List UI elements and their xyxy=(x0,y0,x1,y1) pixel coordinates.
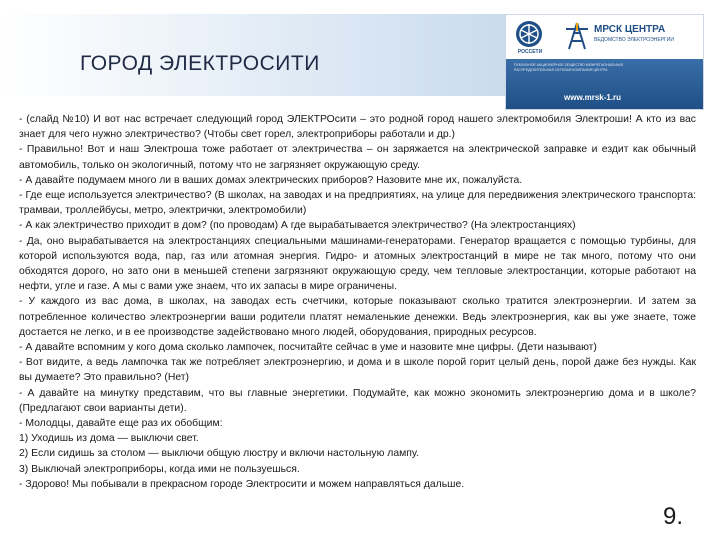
paragraph: - А давайте подумаем много ли в ваших домах электрических приборов? Назовите мне их, пожалуйста. xyxy=(19,174,523,186)
paragraph: - Вот видите, а ведь лампочка так же потребляет электроэнергию, и дома и в школе порой горит целый день, порой даже без нужды. Как вы думаете? Это правильно? (Нет) xyxy=(19,357,696,384)
company-logo-panel xyxy=(505,14,704,110)
logo-info-band xyxy=(506,59,703,109)
logo-top-area xyxy=(506,15,703,59)
paragraph: - Где еще используется электричество? (В школах, на заводах и на предприятиях, на улице для передвижения электрического транспорта: трамваи, троллейбусы, метро, электрички, электромобили) xyxy=(19,190,696,217)
slide-number: 9. xyxy=(663,503,684,530)
power-tower-icon xyxy=(564,21,590,51)
paragraph: - (слайд №10) И вот нас встречает следующий город ЭЛЕКТРОсити – это родной город нашего электромобиля Электроши! А кто из вас знает для чего нужно электричество? (Чтобы свет горел, электроприборы работали и др.) xyxy=(19,114,696,141)
paragraph: - Здорово! Мы побывали в прекрасном городе Электросити и можем направляться дальше. xyxy=(19,478,465,490)
rosseti-label: РОССЕТИ xyxy=(517,49,543,55)
paragraph: - А давайте на минутку представим, что вы главные энергетики. Подумайте, как можно экономить электроэнергию дома и в школе? (Предлагают свои варианты дети). xyxy=(19,387,696,414)
paragraph: - А давайте вспомним у кого дома сколько лампочек, посчитайте сейчас в уме и назовите мне цифры. (Дети называют) xyxy=(19,342,597,354)
company-description: ПУБЛИЧНОЕ АКЦИОНЕРНОЕ ОБЩЕСТВО МЕЖРЕГИОНАЛЬНАЯ РАСПРЕДЕЛИТЕЛЬНАЯ СЕТЕВАЯ КОМПАНИЯ ЦЕНТРА xyxy=(514,63,623,72)
paragraph: - Правильно! Вот и наш Электроша тоже работает от электричества – он заряжается на электрической заправке и ездит как обычный автомобиль, только он экологичный, потому что не загрязняет окружающую среду. xyxy=(19,144,696,171)
mrsk-subtitle: ВЕДОМСТВО ЭЛЕКТРОЭНЕРГИИ xyxy=(594,37,674,43)
company-url: www.mrsk-1.ru xyxy=(564,93,622,102)
list-item: 2) Если сидишь за столом — выключи общую люстру и включи настольную лампу. xyxy=(19,448,419,460)
paragraph: - У каждого из вас дома, в школах, на заводах есть счетчики, которые показывают сколько тратится электроэнергии. И затем за потребленное количество электроэнергии ваши родители платят немаленькие денежки. Ведь электроэнергия, как вы уже знаете, тоже достается не легко, и в ее производстве задействовано много людей, оборудования, природных ресурсов. xyxy=(19,296,696,338)
rosseti-emblem-icon xyxy=(512,19,546,53)
list-item: 3) Выключай электроприборы, когда ими не пользуешься. xyxy=(19,463,300,475)
paragraph: - Да, оно вырабатывается на электростанциях специальными машинами-генераторами. Генератор вращается с помощью турбины, для которой используются вода, пар, газ или атомная энергия. Гидро- и атомных электростанций в мире не так много, потому что они обходятся дорого, но зато они в меньшей степени загрязняют окружающую среду, чем тепловые электростанции, которые работают на нефти, угле и газе. А мы с вами уже знаем, что их запасы в мире ограничены. xyxy=(19,235,696,293)
slide-body-text xyxy=(19,112,696,492)
list-item: 1) Уходишь из дома — выключи свет. xyxy=(19,433,199,445)
paragraph: - Молодцы, давайте еще раз их обобщим: xyxy=(19,418,223,430)
mrsk-name: МРСК ЦЕНТРА xyxy=(594,24,666,35)
paragraph: - А как электричество приходит в дом? (по проводам) А где вырабатывается электричество? (На электростанциях) xyxy=(19,220,576,232)
slide-title: ГОРОД ЭЛЕКТРОСИТИ xyxy=(80,52,320,75)
